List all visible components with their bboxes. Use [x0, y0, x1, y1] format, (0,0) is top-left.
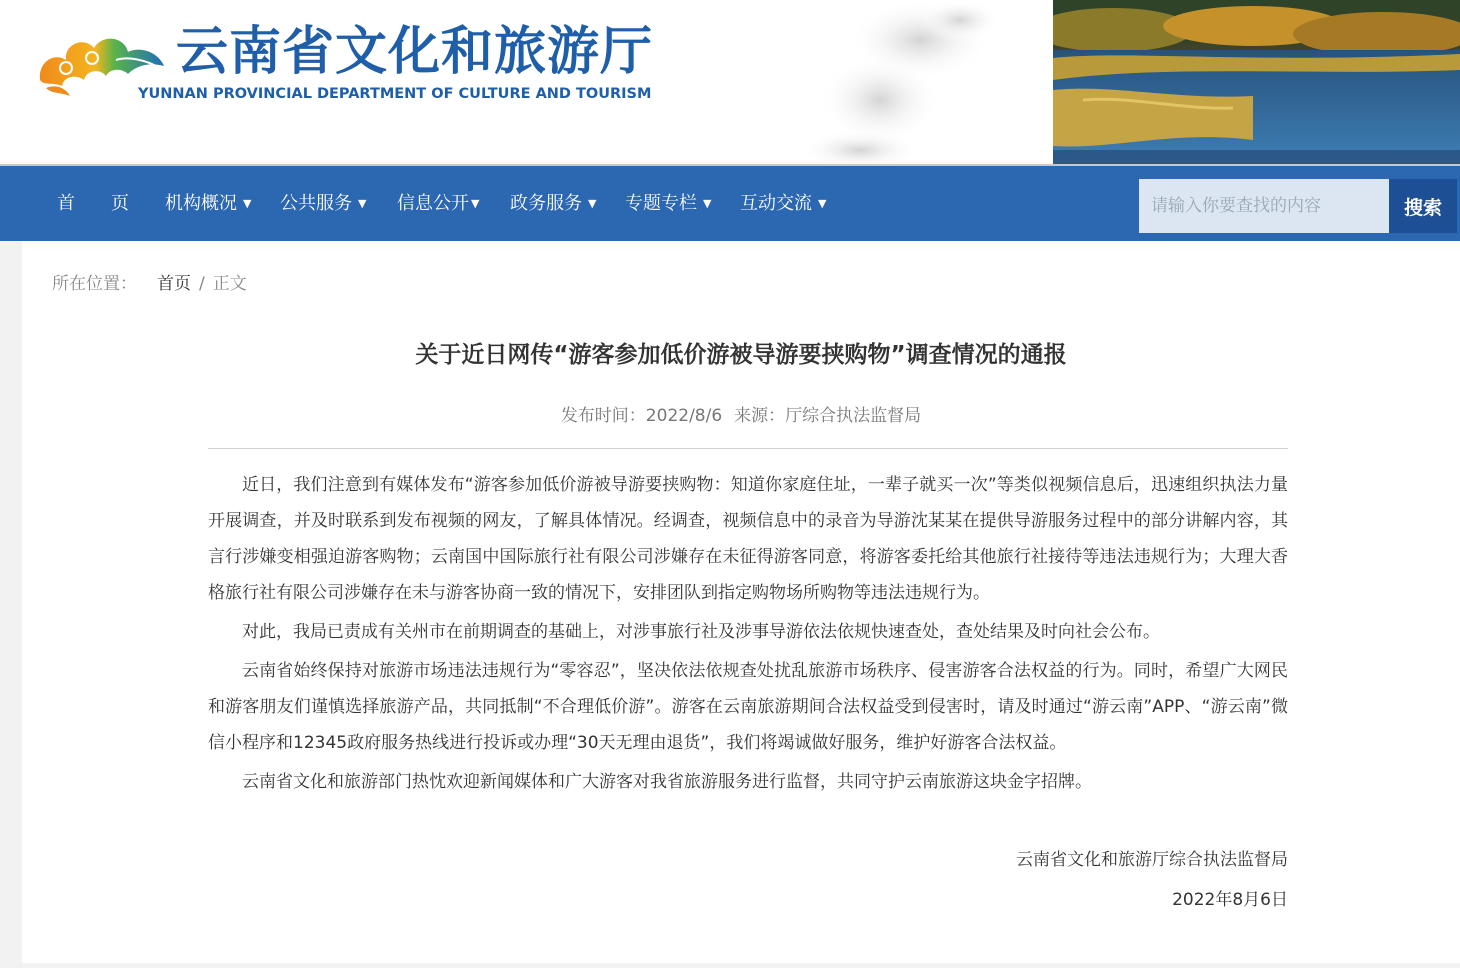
- title-divider: [208, 448, 1288, 449]
- caret-down-icon: ▼: [588, 197, 597, 210]
- publish-time: 发布时间：2022/8/6: [560, 406, 723, 426]
- nav-item-label: 机构概况: [165, 193, 237, 214]
- nav-item-home[interactable]: [57, 166, 129, 241]
- breadcrumb: [52, 269, 247, 294]
- caret-down-icon: ▼: [818, 197, 827, 210]
- nav-item-label: 首 页: [57, 193, 129, 214]
- nav-item-label: 专题专栏: [625, 193, 697, 214]
- nav-item-label: 信息公开: [397, 193, 469, 214]
- article-paragraph: 云南省文化和旅游部门热忱欢迎新闻媒体和广大游客对我省旅游服务进行监督，共同守护云南旅游这块金字招牌。: [242, 772, 1092, 792]
- search-button[interactable]: 搜索: [1389, 179, 1457, 233]
- nav-item-label: 公共服务: [280, 193, 352, 214]
- caret-down-icon: ▼: [358, 197, 367, 210]
- article-date: 2022年8月6日: [1172, 890, 1288, 910]
- article-title: 关于近日网传“游客参加低价游被导游要挟购物”调查情况的通报: [415, 342, 1067, 368]
- nav-item-public-service[interactable]: [280, 166, 366, 241]
- article-paragraph: 云南省始终保持对旅游市场违法违规行为“零容忍”，坚决依法依规查处扰乱旅游市场秩序、侵害游客合法权益的行为。同时，希望广大网民和游客朋友们谨慎选择旅游产品，共同抵制“不合理低价游”。游客在云南旅游期间合法权益受到侵害时，请及时通过“游云南”APP、“游云南”微信小程序和12345政府服务热线进行投诉或办理“30天无理由退货”，我们将竭诚做好服务，维护好游客合法权益。: [208, 661, 1288, 753]
- breadcrumb-home-link[interactable]: 首页: [157, 274, 191, 294]
- breadcrumb-separator: /: [199, 274, 205, 294]
- ink-splash-decoration: [790, 0, 1050, 166]
- site-title[interactable]: 云南省文化和旅游厅: [176, 22, 654, 82]
- caret-down-icon: ▼: [243, 197, 252, 210]
- article-signature: 云南省文化和旅游厅综合执法监督局: [1016, 850, 1288, 870]
- nav-item-special-topics[interactable]: [625, 166, 711, 241]
- nav-item-label: 互动交流: [740, 193, 812, 214]
- caret-down-icon: ▼: [471, 197, 480, 210]
- nav-item-government-service[interactable]: [510, 166, 596, 241]
- article-source: 来源：厅综合执法监督局: [734, 406, 922, 426]
- lake-landscape-photo: [1053, 0, 1460, 166]
- article-paragraph: 近日，我们注意到有媒体发布“游客参加低价游被导游要挟购物：知道你家庭住址，一辈子就买一次”等类似视频信息后，迅速组织执法力量开展调查，并及时联系到发布视频的网友，了解具体情况。经调查，视频信息中的录音为导游沈某某在提供导游服务过程中的部分讲解内容，其言行涉嫌变相强迫游客购物；云南国中国际旅行社有限公司涉嫌存在未征得游客同意，将游客委托给其他旅行社接待等违法违规行为；大理大香格旅行社有限公司涉嫌存在未与游客协商一致的情况下，安排团队到指定购物场所购物等违法违规行为。: [208, 475, 1288, 603]
- nav-item-label: 政务服务: [510, 193, 582, 214]
- breadcrumb-label: 所在位置：: [52, 274, 137, 294]
- nav-item-organization[interactable]: [165, 166, 251, 241]
- article-meta: [22, 401, 1460, 426]
- site-title-english[interactable]: YUNNAN PROVINCIAL DEPARTMENT OF CULTURE AND TOURISM: [138, 86, 652, 102]
- caret-down-icon: ▼: [703, 197, 712, 210]
- breadcrumb-current: 正文: [212, 274, 247, 294]
- article-paragraph: 对此，我局已责成有关州市在前期调查的基础上，对涉事旅行社及涉事导游依法依规快速查处，查处结果及时向社会公布。: [242, 622, 1160, 642]
- article-container: [22, 241, 1460, 963]
- site-header: [0, 0, 1460, 166]
- search-input[interactable]: [1139, 179, 1389, 233]
- nav-item-information[interactable]: [397, 166, 479, 241]
- nav-item-interaction[interactable]: [740, 166, 826, 241]
- article-body: [208, 467, 1288, 803]
